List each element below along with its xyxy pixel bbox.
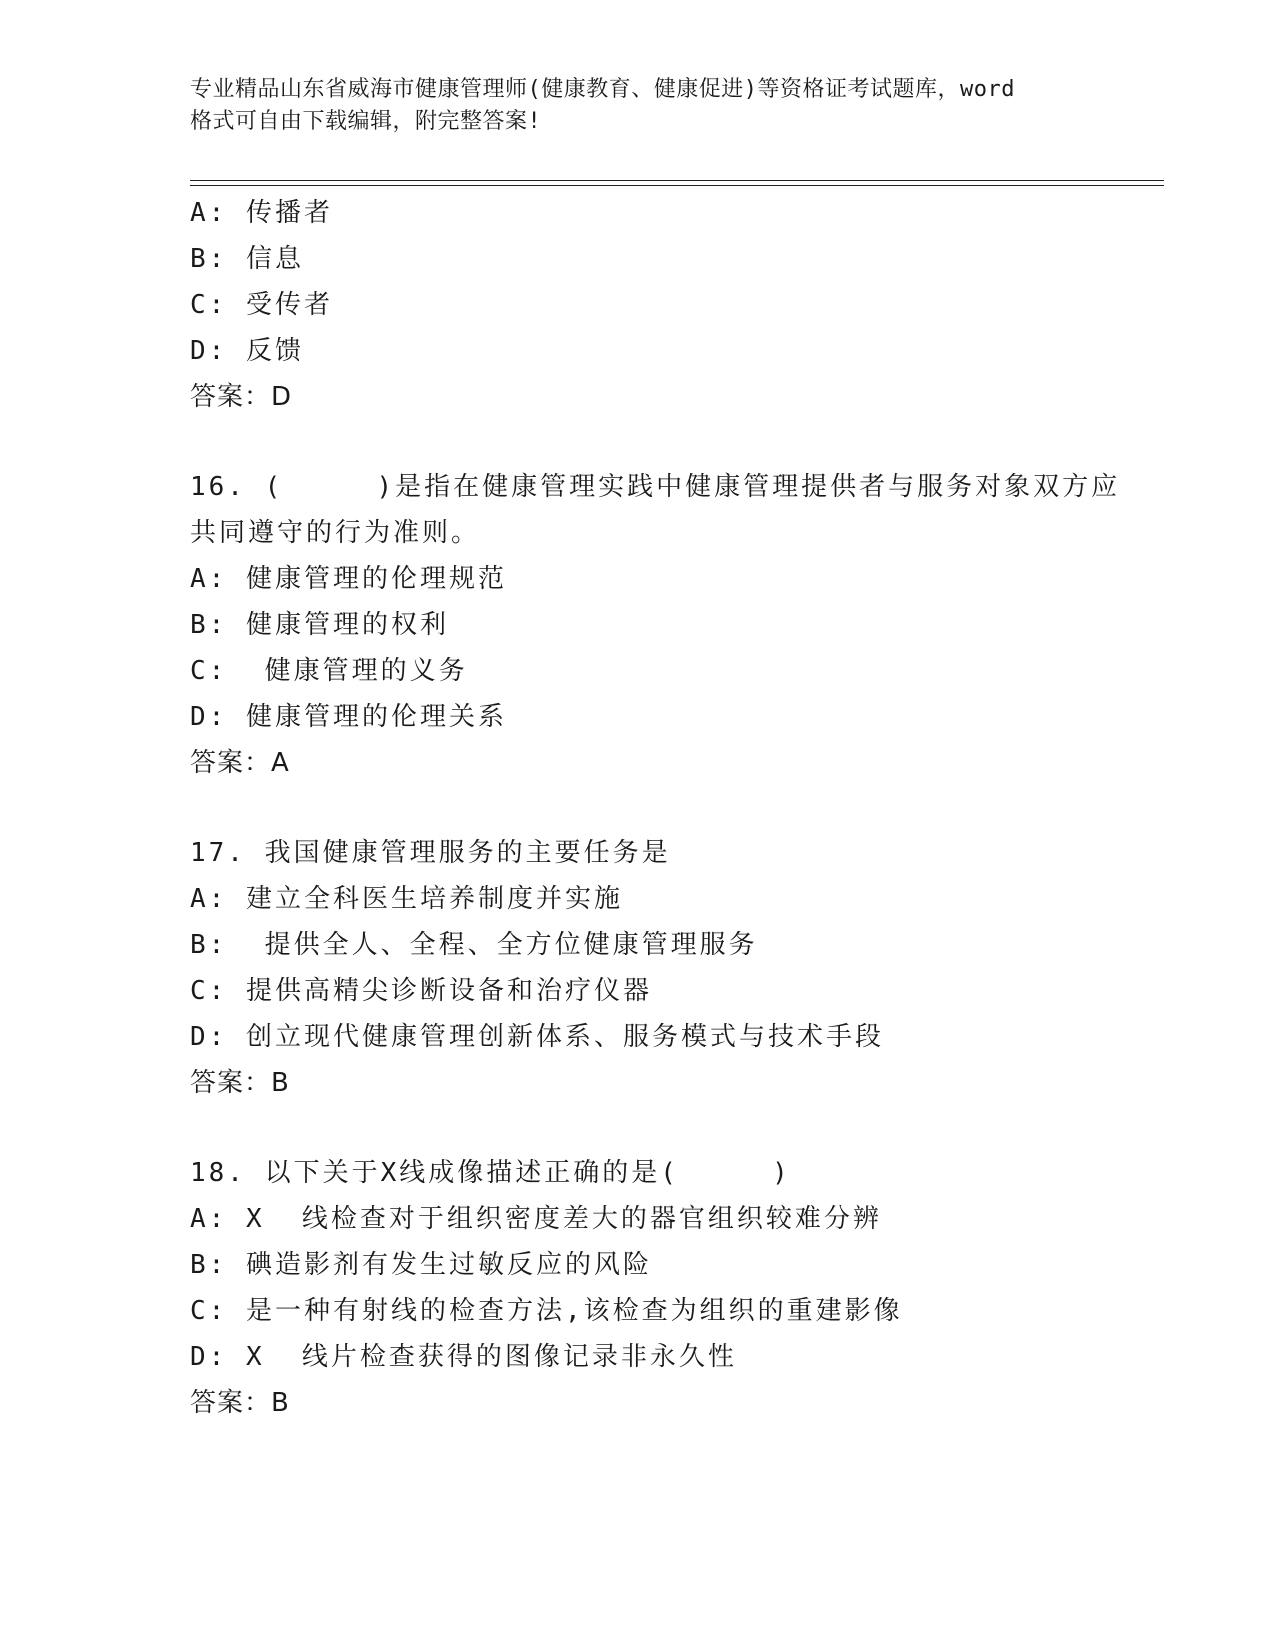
question-16 [190, 464, 1140, 786]
question-stem-line-2: 共同遵守的行为准则。 [190, 518, 481, 548]
option-c: C: 受传者 [190, 290, 333, 320]
option-b: B: 健康管理的权利 [190, 610, 449, 640]
question-18 [190, 1150, 1140, 1426]
option-a: A: X 线检查对于组织密度差大的器官组织较难分辨 [190, 1204, 882, 1234]
option-d: D: 反馈 [190, 336, 304, 366]
answer: 答案：D [190, 382, 293, 412]
document-header [190, 74, 1090, 138]
option-b: B: 信息 [190, 244, 304, 274]
question-stem-line-1: 16. ( )是指在健康管理实践中健康管理提供者与服务对象双方应 [190, 472, 1121, 502]
answer: 答案：B [190, 1388, 290, 1418]
option-c: C: 提供高精尖诊断设备和治疗仪器 [190, 976, 652, 1006]
option-a: A: 健康管理的伦理规范 [190, 564, 507, 594]
option-c: C: 健康管理的义务 [190, 656, 468, 686]
option-d: D: X 线片检查获得的图像记录非永久性 [190, 1342, 737, 1372]
option-c: C: 是一种有射线的检查方法,该检查为组织的重建影像 [190, 1296, 903, 1326]
option-a: A: 传播者 [190, 198, 333, 228]
answer: 答案：B [190, 1068, 290, 1098]
question-stem-line-1: 18. 以下关于X线成像描述正确的是( ) [190, 1158, 791, 1188]
option-a: A: 建立全科医生培养制度并实施 [190, 884, 623, 914]
header-divider-bottom [190, 185, 1164, 186]
header-line-2: 格式可自由下载编辑，附完整答案! [190, 109, 542, 134]
question-list [190, 190, 1140, 1426]
option-d: D: 健康管理的伦理关系 [190, 702, 507, 732]
header-line-1: 专业精品山东省威海市健康管理师(健康教育、健康促进)等资格证考试题库，word [190, 77, 1015, 102]
option-b: B: 提供全人、全程、全方位健康管理服务 [190, 930, 758, 960]
question-15 [190, 190, 1140, 420]
question-17 [190, 830, 1140, 1106]
option-d: D: 创立现代健康管理创新体系、服务模式与技术手段 [190, 1022, 884, 1052]
question-stem-line-1: 17. 我国健康管理服务的主要任务是 [190, 838, 671, 868]
header-divider-top [190, 180, 1164, 181]
answer: 答案：A [190, 748, 290, 778]
option-b: B: 碘造影剂有发生过敏反应的风险 [190, 1250, 652, 1280]
